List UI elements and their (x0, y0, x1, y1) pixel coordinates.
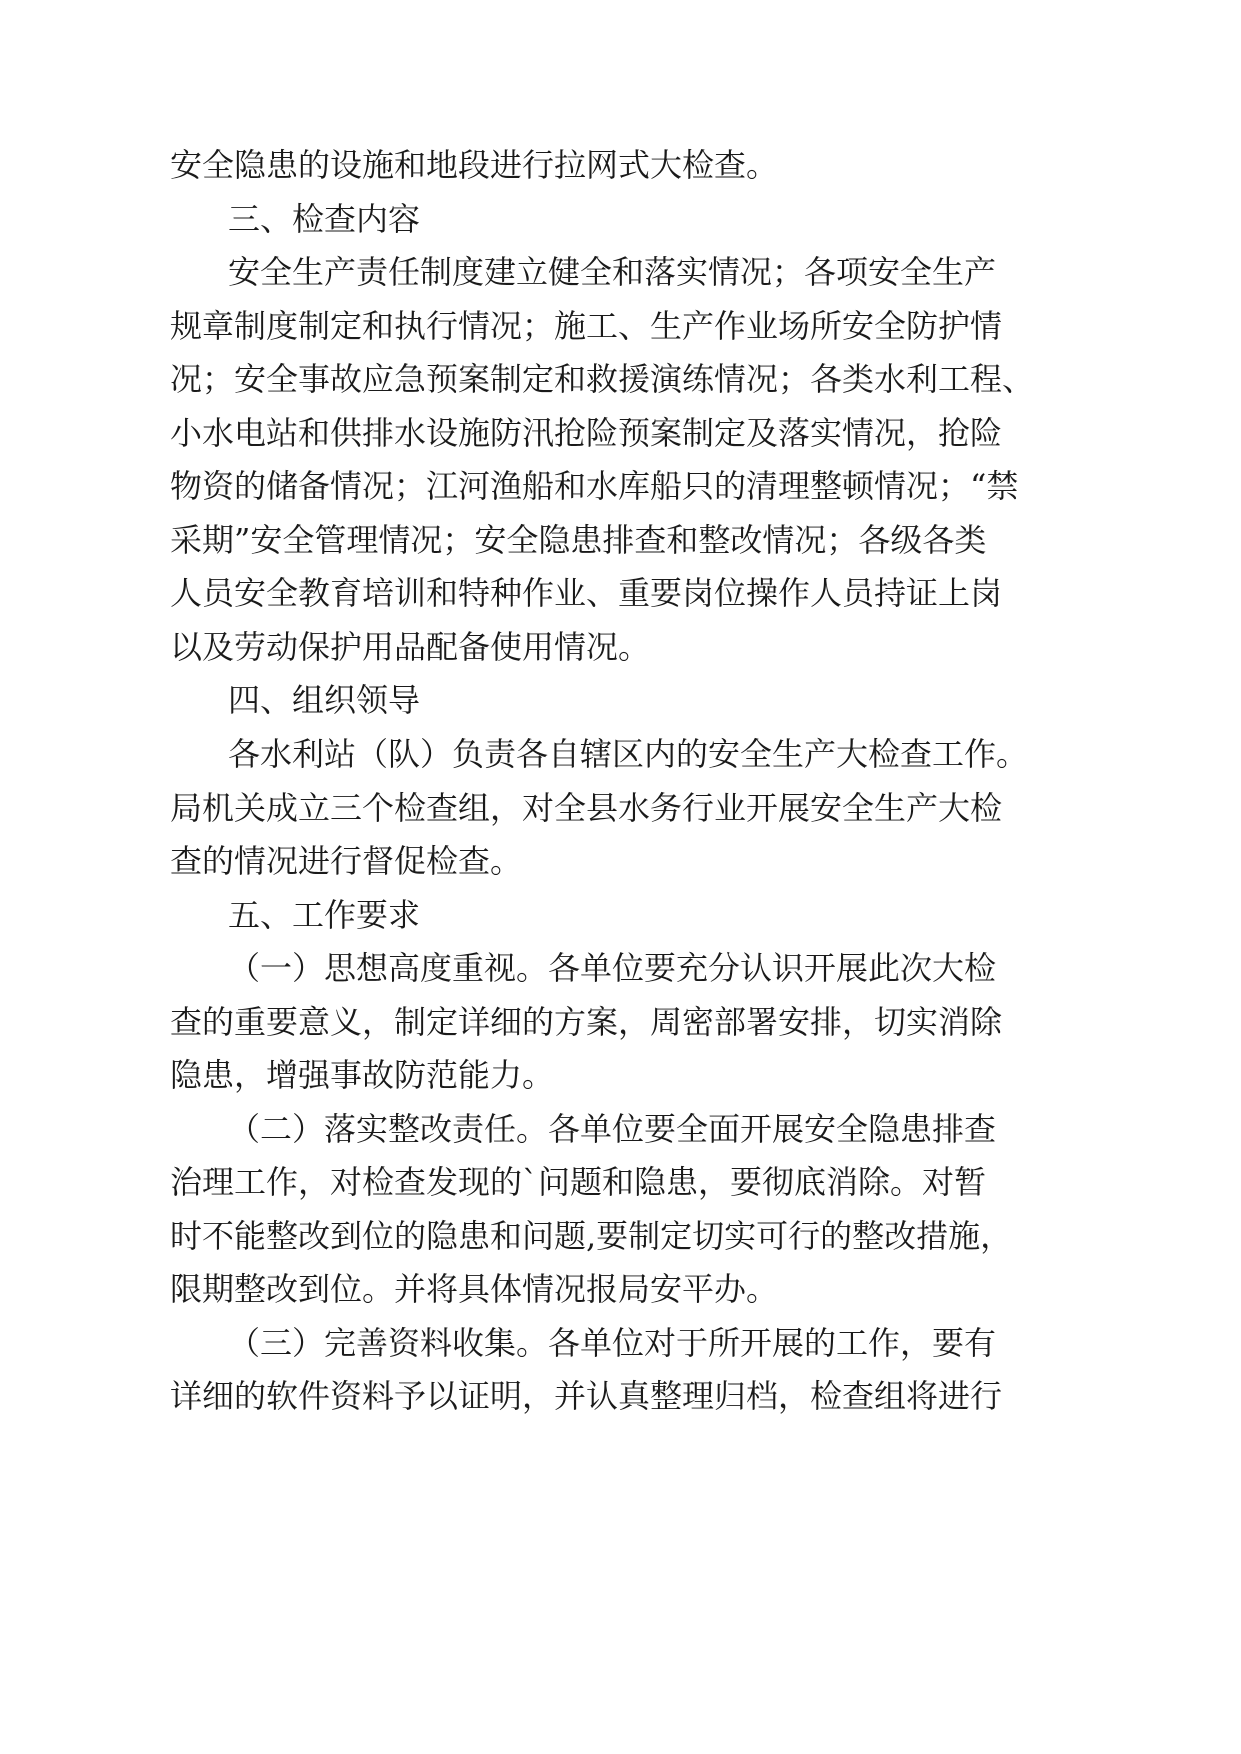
section-heading-inspection-content: 三、检查内容 (228, 200, 421, 238)
paragraph-line: （三）完善资料收集。各单位对于所开展的工作，要有 (228, 1324, 997, 1362)
paragraph-line: 人员安全教育培训和特种作业、重要岗位操作人员持证上岗 (170, 574, 1003, 612)
paragraph-line: 规章制度制定和执行情况；施工、生产作业场所安全防护情 (170, 307, 1003, 345)
paragraph-line: 况；安全事故应急预案制定和救援演练情况；各类水利工程、 (170, 360, 1035, 398)
paragraph-line: 治理工作，对检查发现的`问题和隐患，要彻底消除。对暂 (170, 1163, 987, 1201)
paragraph-line: 局机关成立三个检查组，对全县水务行业开展安全生产大检 (170, 789, 1003, 827)
paragraph-line: 时不能整改到位的隐患和问题,要制定切实可行的整改措施， (170, 1217, 1013, 1255)
paragraph-line: 以及劳动保护用品配备使用情况。 (170, 628, 651, 666)
paragraph-line: 采期”安全管理情况；安全隐患排查和整改情况；各级各类 (170, 521, 987, 559)
paragraph-line: （二）落实整改责任。各单位要全面开展安全隐患排查 (228, 1110, 997, 1148)
paragraph-line: 各水利站（队）负责各自辖区内的安全生产大检查工作。 (228, 735, 1029, 773)
paragraph-line: 详细的软件资料予以证明，并认真整理归档，检查组将进行 (170, 1377, 1003, 1415)
paragraph-line: （一）思想高度重视。各单位要充分认识开展此次大检 (228, 949, 997, 987)
paragraph-line: 限期整改到位。并将具体情况报局安平办。 (170, 1270, 779, 1308)
paragraph-line: 安全生产责任制度建立健全和落实情况；各项安全生产 (228, 253, 997, 291)
section-heading-organization: 四、组织领导 (228, 681, 421, 719)
paragraph-line: 查的重要意义，制定详细的方案，周密部署安排，切实消除 (170, 1003, 1003, 1041)
paragraph-line: 安全隐患的设施和地段进行拉网式大检查。 (170, 146, 779, 184)
section-heading-work-requirements: 五、工作要求 (228, 896, 421, 934)
paragraph-line: 小水电站和供排水设施防汛抢险预案制定及落实情况，抢险 (170, 414, 1003, 452)
paragraph-line: 查的情况进行督促检查。 (170, 842, 523, 880)
paragraph-line: 隐患，增强事故防范能力。 (170, 1056, 555, 1094)
paragraph-line: 物资的储备情况；江河渔船和水库船只的清理整顿情况；“禁 (170, 467, 1019, 505)
